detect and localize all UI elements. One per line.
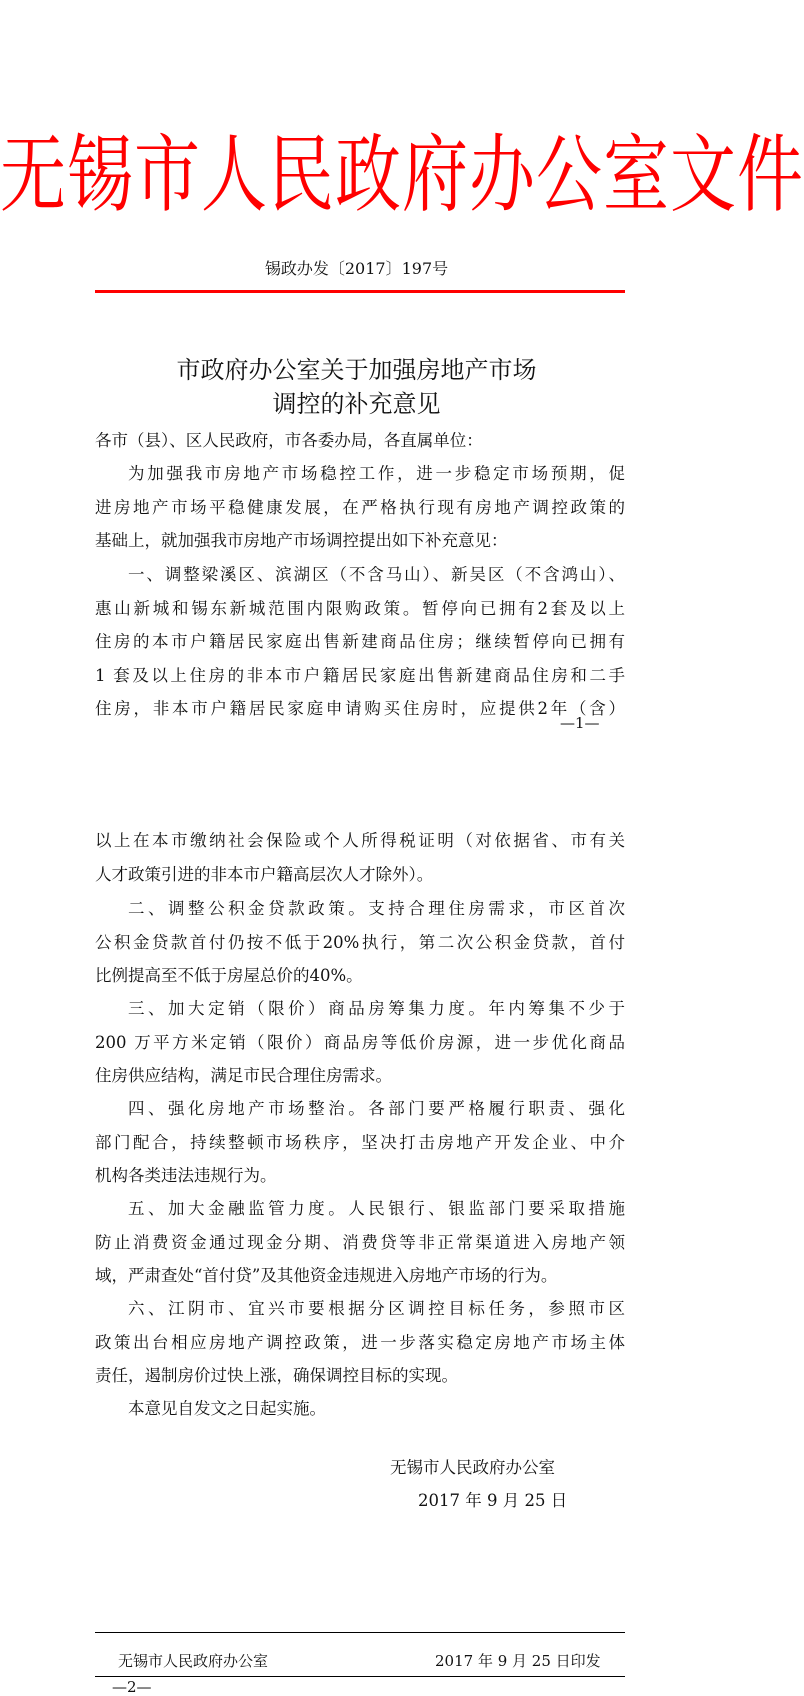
item-3-paragraph [95,992,625,1093]
footer-issuer: 无锡市人民政府办公室 [118,1652,269,1670]
page-number-2: —2— [112,1678,152,1696]
footer-bottom-rule [95,1676,625,1677]
salutation: 各市（县）、区人民政府，市各委办局，各直属单位： [95,431,483,450]
document-title [0,353,713,421]
paragraph-line: 责任，遏制房价过快上涨，确保调控目标的实现。 [95,1366,458,1385]
paragraph-line: 为加强我市房地产市场稳控工作，进一步稳定市场预期，促 [128,464,625,483]
paragraph-line: 基础上，就加强我市房地产市场调控提出如下补充意见： [95,531,508,550]
footer-top-rule [95,1632,625,1633]
document-title-line-2: 调控的补充意见 [272,390,441,418]
paragraph-line: 住房供应结构，满足市民合理住房需求。 [95,1066,392,1085]
paragraph-line: 1 套及以上住房的非本市户籍居民家庭出售新建商品住房和二手 [95,665,625,685]
intro-paragraph [95,457,625,558]
paragraph-line: 进房地产市场平稳健康发展，在严格执行现有房地产调控政策的 [95,497,625,517]
paragraph-line: 五、加大金融监管力度。人民银行、银监部门要采取措施 [128,1199,625,1218]
footer-print-date: 2017 年 9 月 25 日印发 [435,1652,601,1670]
paragraph-line: 域，严肃查处“首付贷”及其他资金违规进入房地产市场的行为。 [95,1266,558,1285]
item-2-paragraph [95,892,625,993]
paragraph-line: 部门配合，持续整顿市场秩序，坚决打击房地产开发企业、中介 [95,1132,625,1152]
paragraph-line: 住房，非本市户籍居民家庭申请购买住房时，应提供2年（含） [95,699,625,718]
red-header-title: 无锡市人民政府办公室文件 [0,125,804,225]
item-1-continued [95,824,625,891]
document-number: 锡政办发〔2017〕197号 [264,259,449,278]
paragraph-line: 六、江阴市、宜兴市要根据分区调控目标任务，参照市区 [128,1299,625,1318]
paragraph-line: 惠山新城和锡东新城范围内限购政策。暂停向已拥有2套及以上 [95,598,625,618]
item-6-paragraph [95,1292,625,1393]
item-5-paragraph [95,1192,625,1293]
paragraph-line: 四、强化房地产市场整治。各部门要严格履行职责、强化 [128,1099,625,1118]
paragraph-line: 防止消费资金通过现金分期、消费贷等非正常渠道进入房地产领 [95,1232,625,1252]
signature-date: 2017 年 9 月 25 日 [418,1491,568,1510]
paragraph-line: 二、调整公积金贷款政策。支持合理住房需求，市区首次 [128,899,625,918]
paragraph-line: 住房的本市户籍居民家庭出售新建商品住房；继续暂停向已拥有 [95,632,625,651]
closing-paragraph: 本意见自发文之日起实施。 [128,1399,326,1418]
paragraph-line: 比例提高至不低于房屋总价的40%。 [95,966,363,985]
paragraph-line: 政策出台相应房地产调控政策，进一步落实稳定房地产市场主体 [95,1332,625,1352]
paragraph-line: 三、加大定销（限价）商品房筹集力度。年内筹集不少于 [128,999,625,1018]
page-number-1: —1— [560,714,600,732]
paragraph-line: 机构各类违法违规行为。 [95,1166,277,1185]
paragraph-line: 一、调整梁溪区、滨湖区（不含马山）、新吴区（不含鸿山）、 [128,565,625,584]
paragraph-line: 以上在本市缴纳社会保险或个人所得税证明（对依据省、市有关 [95,831,625,850]
item-1-paragraph [95,558,625,726]
document-title-line-1: 市政府办公室关于加强房地产市场 [176,356,537,384]
item-4-paragraph [95,1092,625,1193]
signature-org: 无锡市人民政府办公室 [390,1458,555,1477]
red-separator-line [95,290,625,293]
paragraph-line: 公积金贷款首付仍按不低于20%执行，第二次公积金贷款，首付 [95,932,625,952]
paragraph-line: 人才政策引进的非本市户籍高层次人才除外）。 [95,864,434,884]
paragraph-line: 200 万平方米定销（限价）商品房等低价房源，进一步优化商品 [95,1032,625,1052]
